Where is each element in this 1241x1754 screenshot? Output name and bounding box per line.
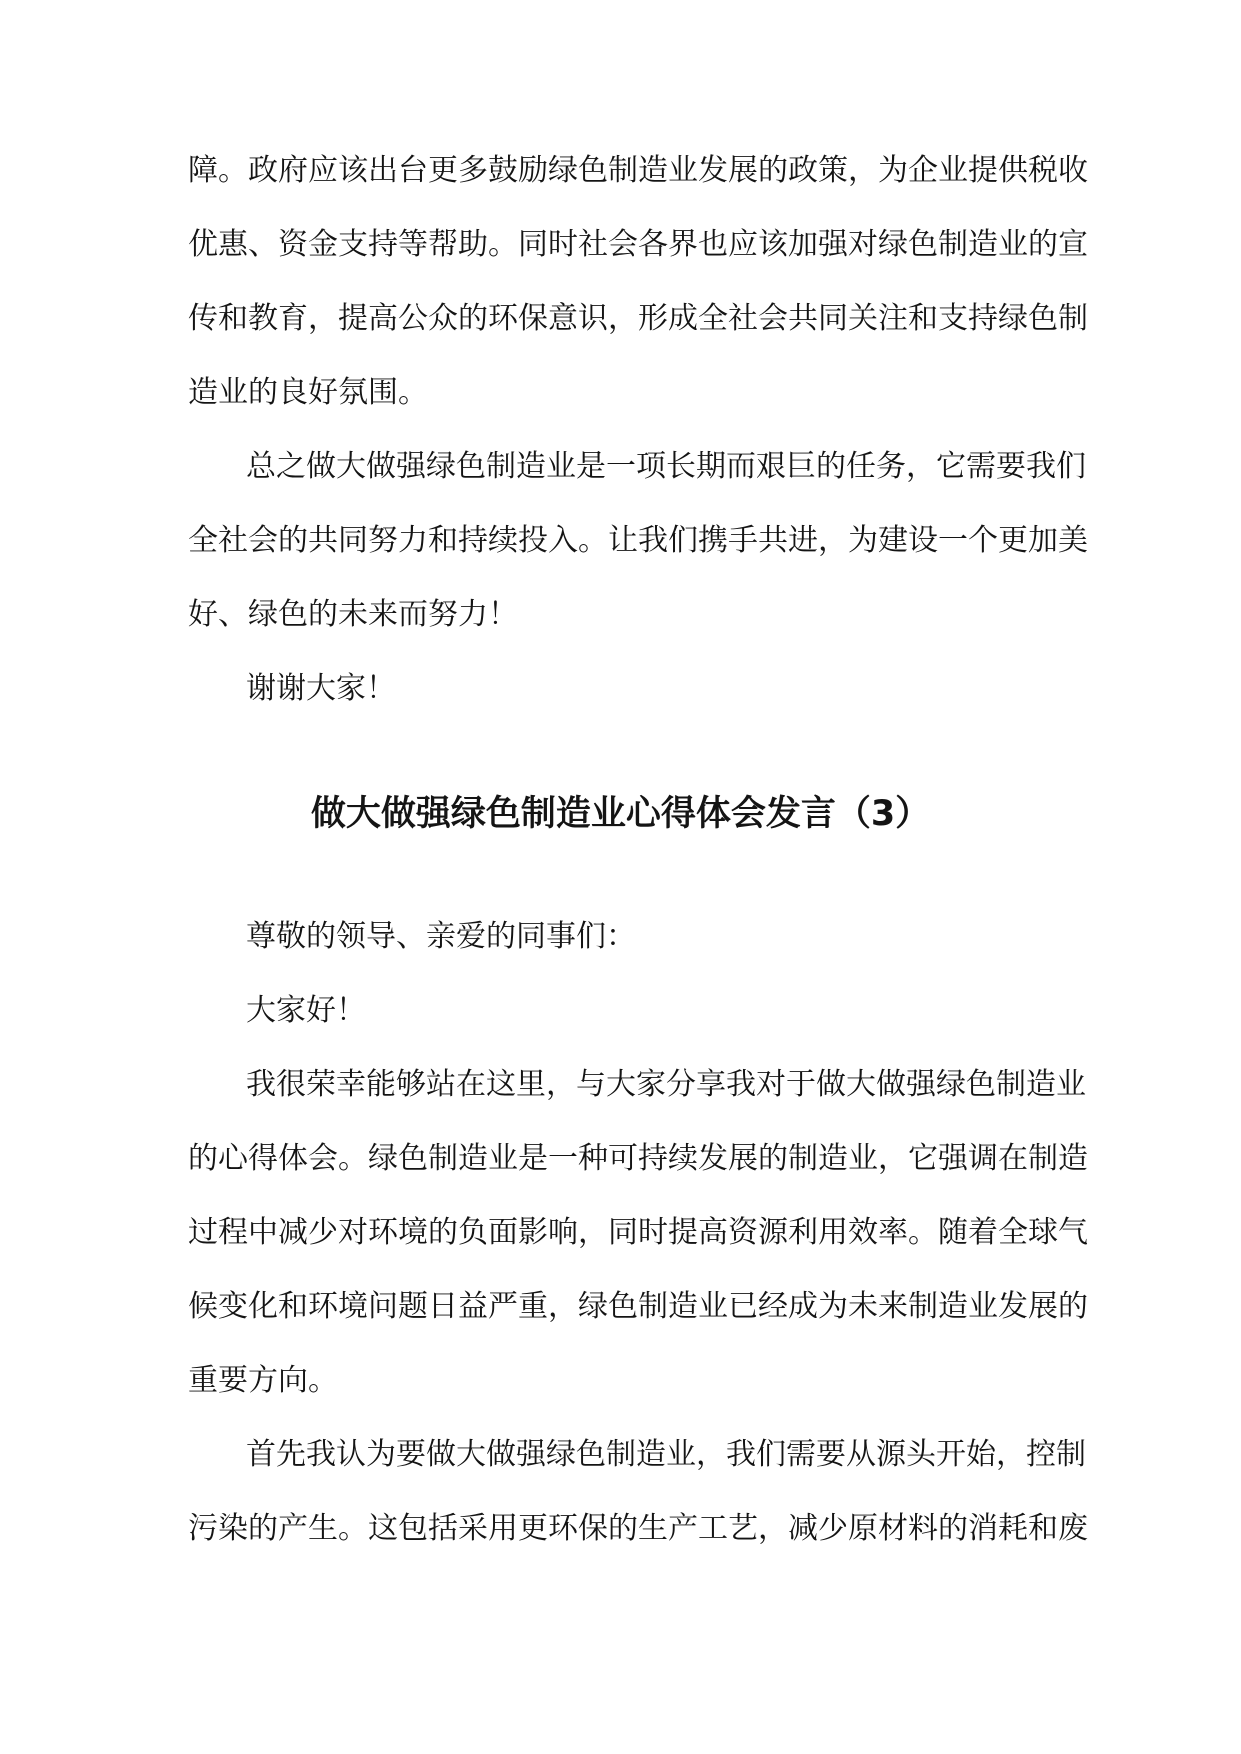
text-line-14: 候变化和环境问题日益严重，绿色制造业已经成为未来制造业发展的 (188, 1289, 1088, 1324)
text-line-5: 总之做大做强绿色制造业是一项长期而艰巨的任务，它需要我们 (246, 449, 1086, 484)
salutation-line: 尊敬的领导、亲爱的同事们： (246, 919, 636, 954)
section-title: 做大做强绿色制造业心得体会发言（3） (310, 794, 931, 834)
text-line-7: 好、绿色的未来而努力！ (188, 597, 518, 632)
text-line-13: 过程中减少对环境的负面影响，同时提高资源利用效率。随着全球气 (188, 1215, 1088, 1250)
text-line-6: 全社会的共同努力和持续投入。让我们携手共进，为建设一个更加美 (188, 523, 1088, 558)
text-line-16: 首先我认为要做大做强绿色制造业，我们需要从源头开始，控制 (246, 1437, 1086, 1472)
text-line-3: 传和教育，提高公众的环保意识，形成全社会共同关注和支持绿色制 (188, 301, 1088, 336)
text-line-8: 谢谢大家！ (246, 671, 396, 706)
text-line-4: 造业的良好氛围。 (188, 375, 428, 410)
text-line-12: 的心得体会。绿色制造业是一种可持续发展的制造业，它强调在制造 (188, 1141, 1088, 1176)
text-line-1: 障。政府应该出台更多鼓励绿色制造业发展的政策，为企业提供税收 (188, 153, 1088, 188)
greeting-line: 大家好！ (246, 993, 366, 1028)
text-line-11: 我很荣幸能够站在这里，与大家分享我对于做大做强绿色制造业 (246, 1067, 1086, 1102)
text-line-17: 污染的产生。这包括采用更环保的生产工艺，减少原材料的消耗和废 (188, 1511, 1088, 1546)
text-line-15: 重要方向。 (188, 1363, 338, 1398)
text-line-2: 优惠、资金支持等帮助。同时社会各界也应该加强对绿色制造业的宣 (188, 227, 1088, 262)
